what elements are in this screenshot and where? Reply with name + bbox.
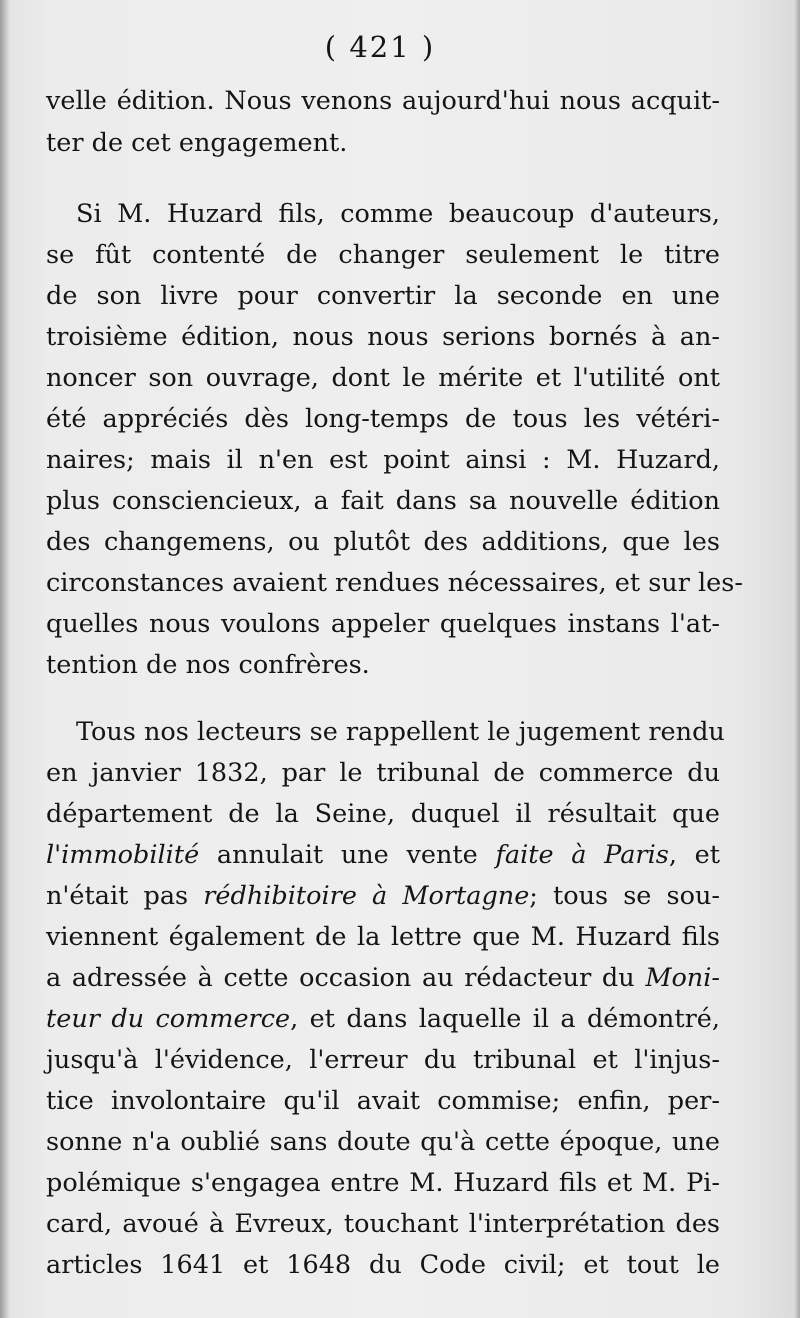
text-line: ter de cet engagement. (46, 128, 348, 158)
text-line: jusqu'à l'évidence, l'erreur du tribunal et l'injus- (46, 1045, 720, 1075)
page-number: ( 421 ) (324, 30, 436, 64)
text-line: Tous nos lecteurs se rappellent le jugement rendu (76, 717, 725, 747)
text-line (46, 957, 720, 999)
text-line: card, avoué à Evreux, touchant l'interprétation des (46, 1209, 720, 1239)
text-run: , et (668, 840, 720, 870)
text-line: plus consciencieux, a fait dans sa nouvelle édition (46, 486, 720, 516)
text-line: tice involontaire qu'il avait commise; enfin, per- (46, 1086, 720, 1116)
text-line: sonne n'a oublié sans doute qu'à cette époque, une (46, 1127, 720, 1157)
text-line: quelles nous voulons appeler quelques instans l'at- (46, 609, 720, 639)
text-line: troisième édition, nous nous serions bornés à an- (46, 322, 720, 352)
text-line: tention de nos confrères. (46, 650, 370, 680)
italic-phrase: Moni- (645, 963, 720, 993)
text-line: circonstances avaient rendues nécessaires, et sur les- (46, 568, 743, 598)
italic-phrase: faite à Paris (495, 840, 669, 870)
text-line: velle édition. Nous venons aujourd'hui nous acquit- (46, 86, 720, 116)
text-line: noncer son ouvrage, dont le mérite et l'utilité ont (46, 363, 720, 393)
text-line: été appréciés dès long-temps de tous les vétéri- (46, 404, 720, 434)
text-run: ; tous se sou- (529, 881, 720, 911)
text-run: annulait une vente (199, 840, 496, 870)
italic-phrase: l'immobilité (46, 840, 200, 870)
italic-phrase: teur du commerce (46, 1004, 291, 1034)
text-line: naires; mais il n'en est point ainsi : M. Huzard, (46, 445, 720, 475)
text-line: polémique s'engagea entre M. Huzard fils et M. Pi- (46, 1168, 720, 1198)
text-line: des changemens, ou plutôt des additions, que les (46, 527, 720, 557)
text-line: de son livre pour convertir la seconde en une (46, 281, 720, 311)
text-line: se fût contenté de changer seulement le titre (46, 240, 720, 270)
text-line: département de la Seine, duquel il résultait que (46, 799, 720, 829)
text-line: en janvier 1832, par le tribunal de commerce du (46, 758, 720, 788)
text-line: viennent également de la lettre que M. Huzard fils (46, 922, 720, 952)
text-line (46, 834, 720, 876)
text-run: a adressée à cette occasion au rédacteur du (46, 963, 646, 993)
text-line: articles 1641 et 1648 du Code civil; et tout le (46, 1250, 720, 1280)
text-line: Si M. Huzard fils, comme beaucoup d'auteurs, (76, 199, 720, 229)
text-run: n'était pas (46, 881, 204, 911)
text-line (46, 875, 720, 917)
italic-phrase: rédhibitoire à Mortagne (203, 881, 530, 911)
text-line (46, 998, 720, 1040)
text-run: , et dans laquelle il a démontré, (290, 1004, 720, 1034)
